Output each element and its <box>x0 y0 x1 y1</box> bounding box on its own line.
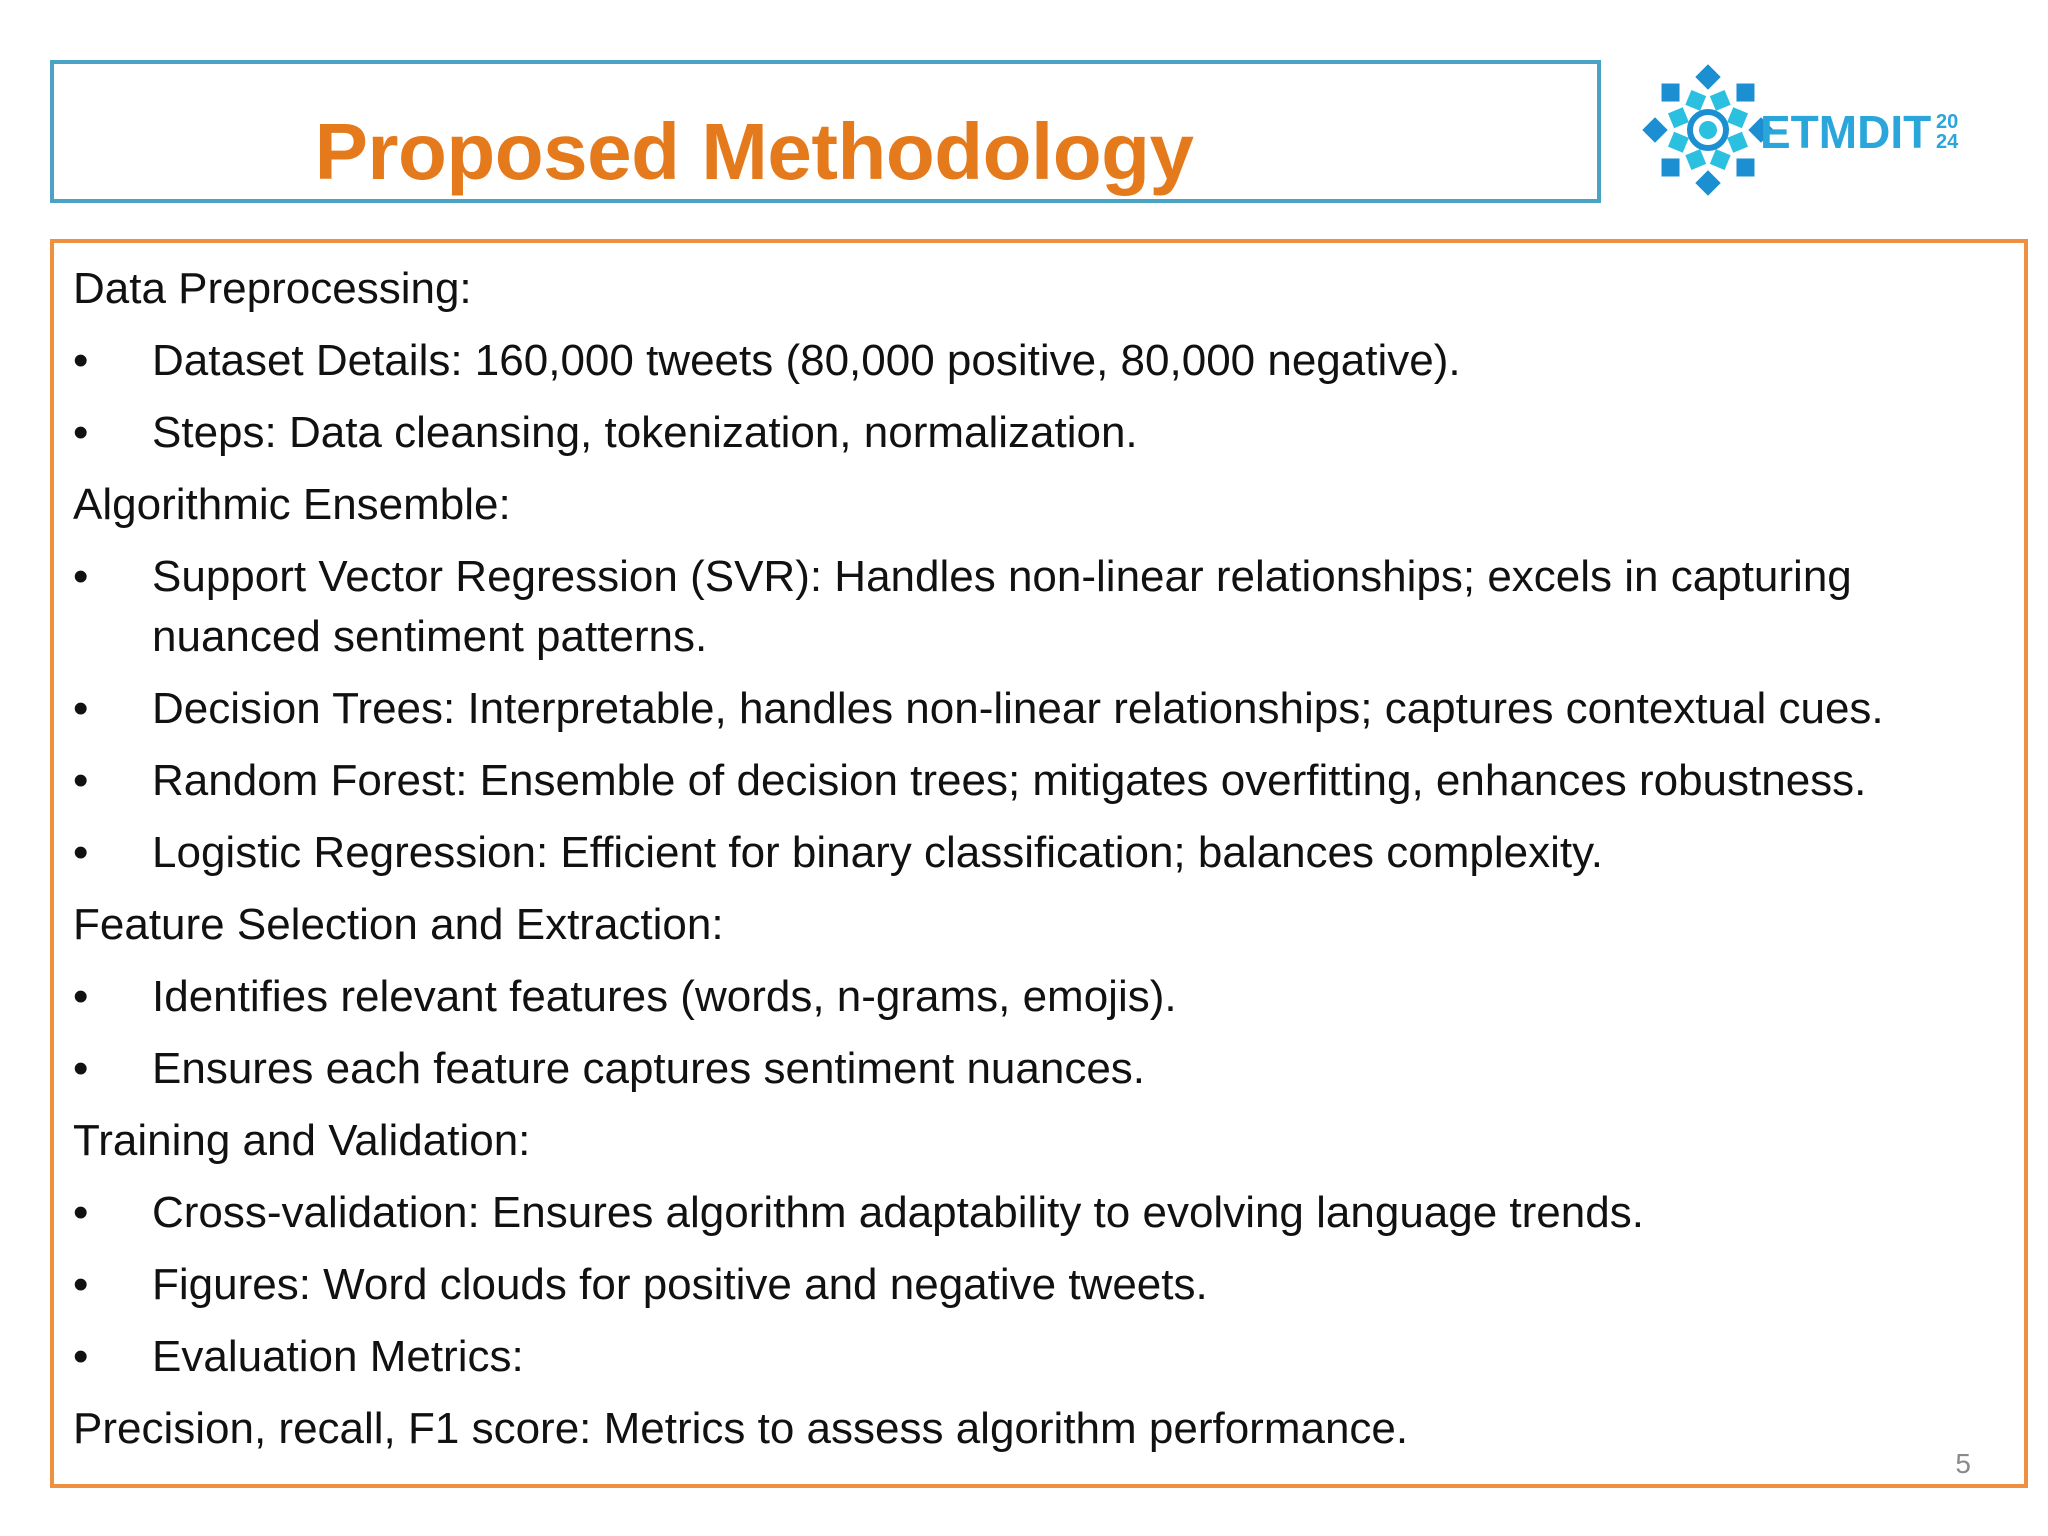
bullet-text: Cross-validation: Ensures algorithm adaptability to evolving language trends. <box>152 1188 1644 1237</box>
bullet-item <box>73 823 2023 883</box>
bullet-text: Decision Trees: Interpretable, handles non-linear relationships; captures contextual cues. <box>152 684 1884 733</box>
section-heading: Feature Selection and Extraction: <box>73 900 724 949</box>
bullet-item <box>73 547 2023 667</box>
logo-year-bottom: 24 <box>1936 131 1959 153</box>
bullet-item <box>73 1183 2023 1243</box>
bullet-text: Evaluation Metrics: <box>152 1332 524 1381</box>
bullet-text: Support Vector Regression (SVR): Handles non-linear relationships; excels in capturing nuanced sentiment patterns. <box>152 552 1852 661</box>
bullet-text: Logistic Regression: Efficient for binary classification; balances complexity. <box>152 828 1604 877</box>
section-heading: Training and Validation: <box>73 1116 531 1165</box>
bullet-text: Steps: Data cleansing, tokenization, normalization. <box>152 408 1138 457</box>
bullet-dot: • <box>73 408 89 457</box>
bullet-dot: • <box>73 1044 89 1093</box>
bullet-item <box>73 331 2023 391</box>
section-heading: Precision, recall, F1 score: Metrics to assess algorithm performance. <box>73 1404 1409 1453</box>
logo-year-top: 20 <box>1936 111 1959 133</box>
etmdit-logo-graphic <box>1636 50 1976 210</box>
bullet-item <box>73 751 2023 811</box>
bullet-text: Ensures each feature captures sentiment nuances. <box>152 1044 1146 1093</box>
bullet-dot: • <box>73 756 89 805</box>
bullet-dot: • <box>73 336 89 385</box>
bullet-text: Dataset Details: 160,000 tweets (80,000 positive, 80,000 negative). <box>152 336 1461 385</box>
page-number: 5 <box>1955 1448 1971 1479</box>
etmdit-logo <box>1636 50 1976 210</box>
bullet-dot: • <box>73 684 89 733</box>
bullet-item <box>73 967 2023 1027</box>
bullet-dot: • <box>73 552 89 601</box>
bullet-dot: • <box>73 972 89 1021</box>
slide-title: Proposed Methodology <box>314 107 1194 196</box>
bullet-text: Identifies relevant features (words, n-grams, emojis). <box>152 972 1177 1021</box>
content-box <box>50 239 2028 1488</box>
bullet-item <box>73 403 2023 463</box>
bullet-text: Random Forest: Ensemble of decision trees; mitigates overfitting, enhances robustness. <box>152 756 1867 805</box>
logo-text: ETMDIT <box>1760 106 1932 158</box>
bullet-item <box>73 1327 2023 1387</box>
section-heading: Data Preprocessing: <box>73 264 472 313</box>
bullet-dot: • <box>73 828 89 877</box>
bullet-dot: • <box>73 1188 89 1237</box>
logo-flower-icon <box>1642 64 1773 195</box>
bullet-text: Figures: Word clouds for positive and negative tweets. <box>152 1260 1208 1309</box>
bullet-item <box>73 1039 2023 1099</box>
bullet-dot: • <box>73 1332 89 1381</box>
bullet-item <box>73 679 2023 739</box>
bullet-dot: • <box>73 1260 89 1309</box>
bullet-item <box>73 1255 2023 1315</box>
section-heading: Algorithmic Ensemble: <box>73 480 511 529</box>
title-box <box>50 60 1601 203</box>
content-list <box>73 259 2023 1471</box>
